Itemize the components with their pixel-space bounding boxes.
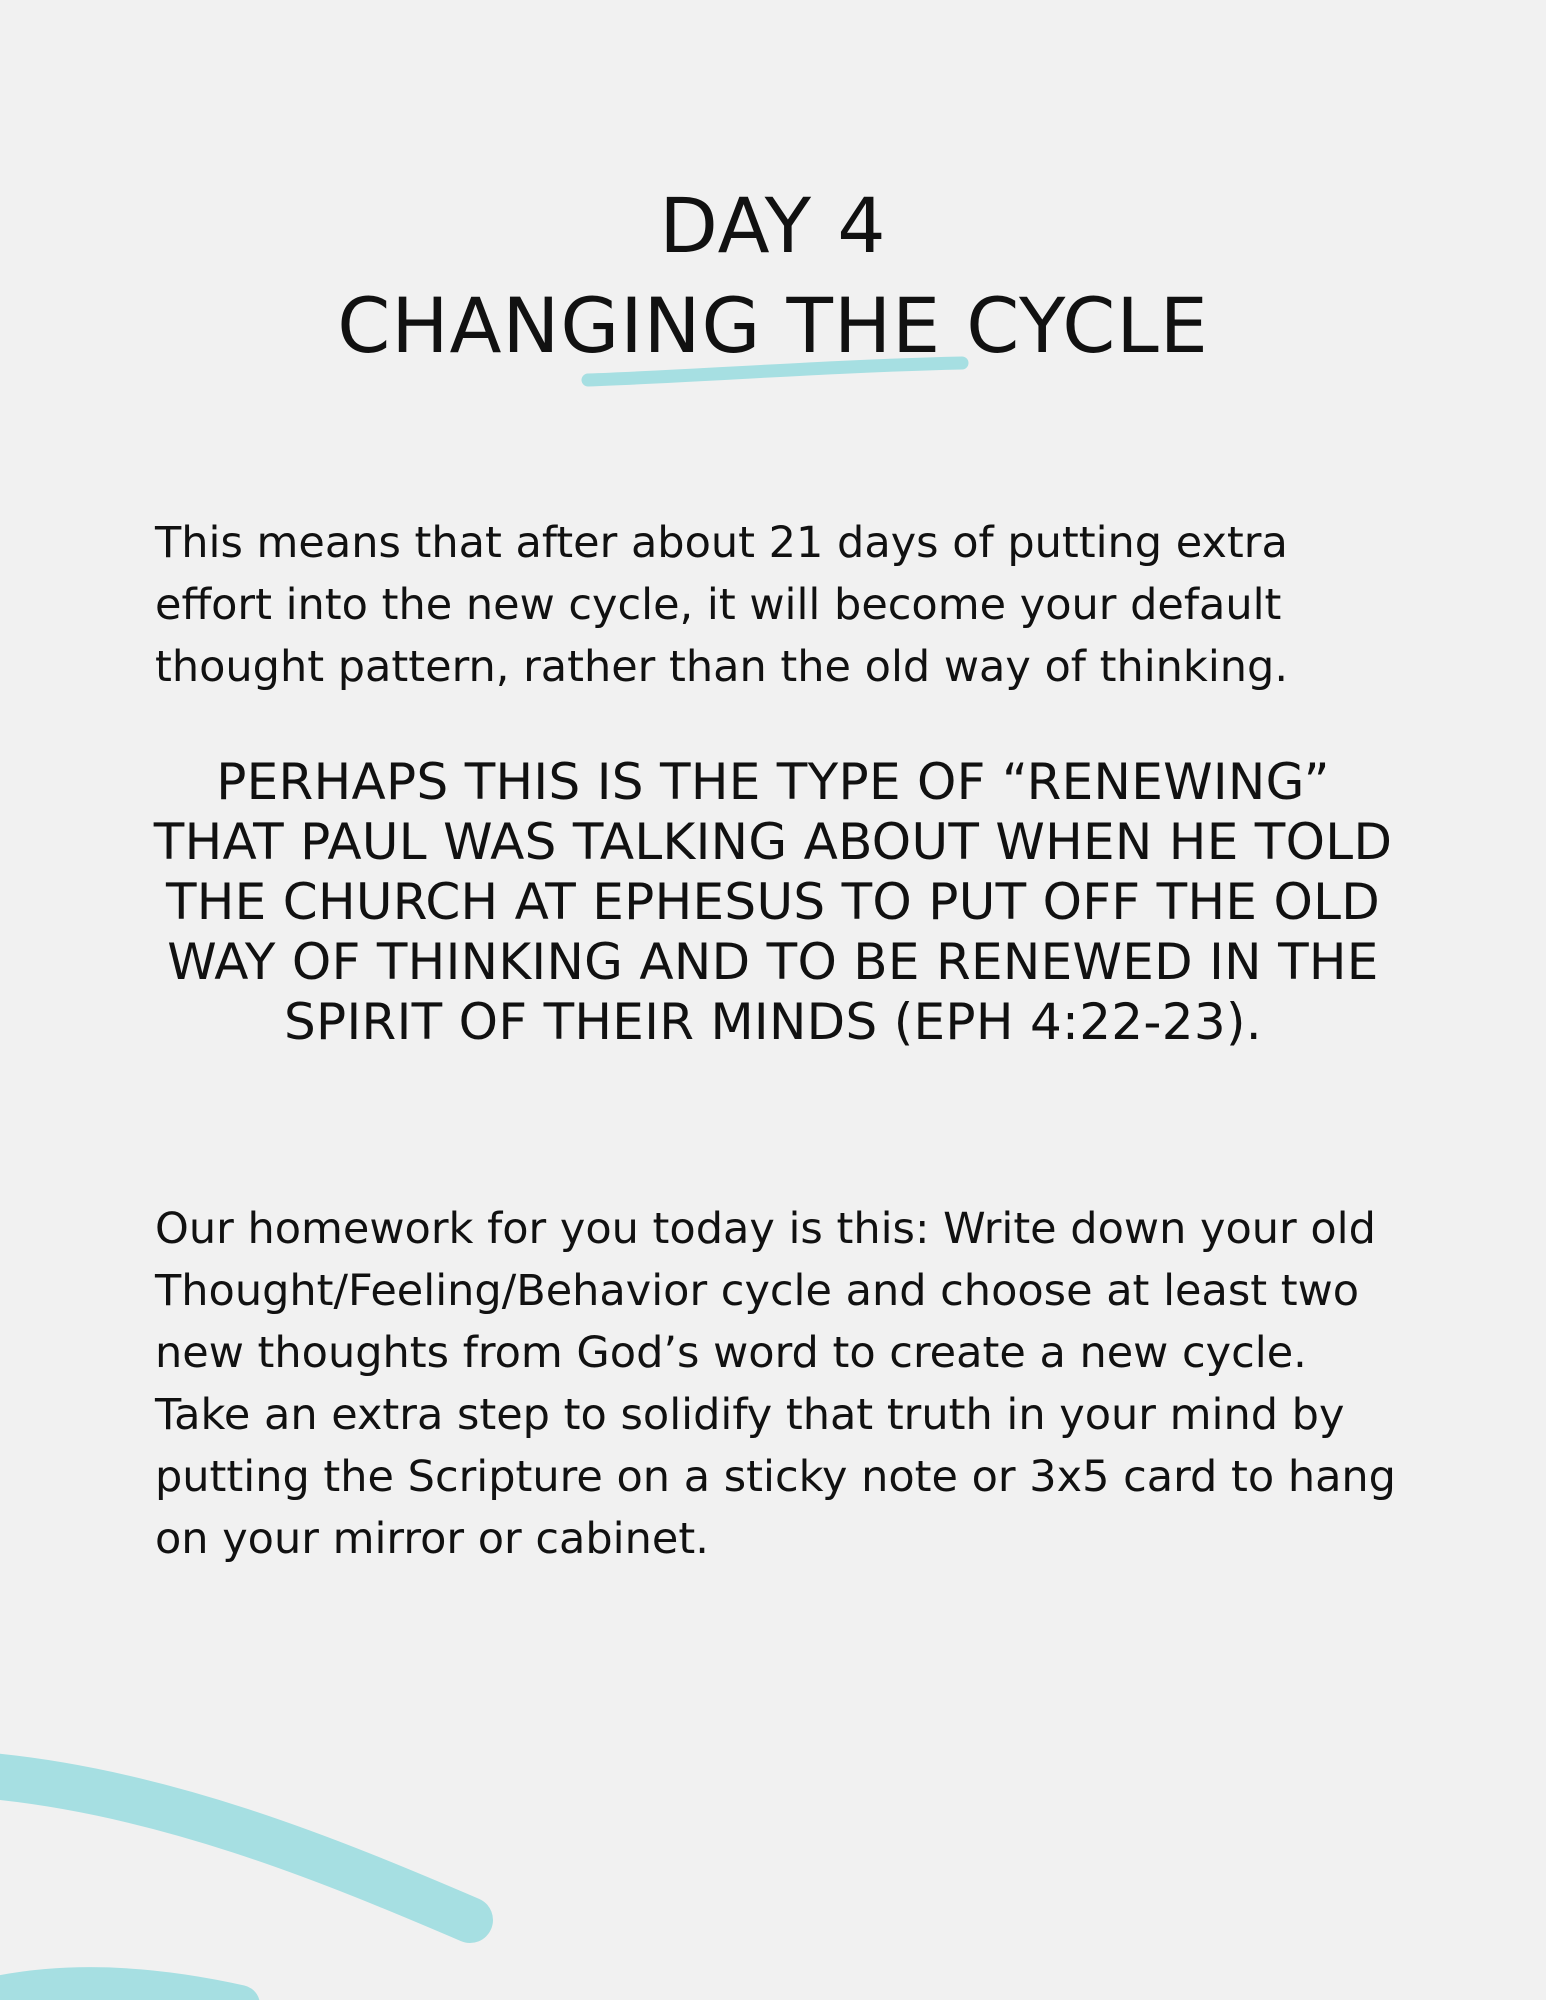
deco-stroke-lower <box>0 1987 240 2000</box>
title-label: CHANGING THE CYCLE <box>337 280 1209 370</box>
deco-stroke-upper <box>0 1775 470 1920</box>
page-title <box>0 176 1546 376</box>
title-underline-brushstroke <box>580 354 980 394</box>
homework-paragraph: Our homework for you today is this: Write down your old Thought/Feeling/Behavior cycle and choose at least two new thoughts from God’s word to create a new cycle. Take an extra step to solidify that truth in your mind by putting the Scripture on a sticky note or 3x5 card to hang on your mirror or cabinet. <box>155 1204 1396 1564</box>
underline-stroke <box>588 363 962 380</box>
decorative-brushstroke <box>0 1700 600 2000</box>
day-label: DAY 4 <box>659 180 887 270</box>
intro-paragraph: This means that after about 21 days of putting extra effort into the new cycle, it will become your default thought pattern, rather than the old way of thinking. <box>155 518 1288 692</box>
pull-quote: PERHAPS THIS IS THE TYPE OF “RENEWING” THAT PAUL WAS TALKING ABOUT WHEN HE TOLD THE CHURCH AT EPHESUS TO PUT OFF THE OLD WAY OF THINKING AND TO BE RENEWED IN THE SPIRIT OF THEIR MINDS (EPH 4:22-23). <box>153 753 1393 1051</box>
